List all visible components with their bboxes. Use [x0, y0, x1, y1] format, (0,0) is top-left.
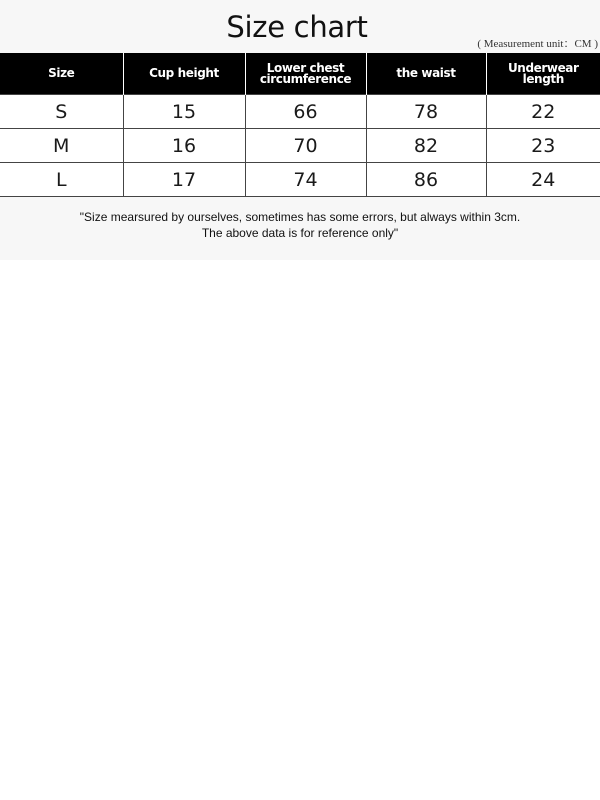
cell-cup-height: 15	[123, 95, 245, 129]
cell-cup-height: 16	[123, 129, 245, 163]
cell-waist: 86	[366, 163, 486, 197]
size-chart-panel	[0, 0, 600, 260]
cell-waist: 78	[366, 95, 486, 129]
size-table	[0, 53, 600, 197]
cell-lower-chest: 66	[245, 95, 366, 129]
cell-lower-chest: 74	[245, 163, 366, 197]
measurement-unit-note: ( Measurement unit：CM )	[477, 38, 598, 50]
cell-size: L	[0, 163, 123, 197]
cell-size: M	[0, 129, 123, 163]
header-cup-height: Cup height	[123, 53, 245, 95]
header-waist: the waist	[366, 53, 486, 95]
cell-lower-chest: 70	[245, 129, 366, 163]
disclaimer-line-1: "Size mearsured by ourselves, sometimes has some errors, but always within 3cm.	[79, 210, 521, 224]
header-underwear-length: Underwear length	[486, 53, 600, 95]
table-row	[0, 129, 600, 163]
disclaimer-line-2: The above data is for reference only"	[201, 226, 399, 240]
page-title: Size chart	[226, 10, 368, 44]
disclaimer-note	[0, 209, 600, 241]
cell-cup-height: 17	[123, 163, 245, 197]
table-row	[0, 95, 600, 129]
header-lower-chest: Lower chest circumference	[245, 53, 366, 95]
cell-size: S	[0, 95, 123, 129]
cell-underwear-length: 23	[486, 129, 600, 163]
cell-waist: 82	[366, 129, 486, 163]
table-row	[0, 163, 600, 197]
header-size: Size	[0, 53, 123, 95]
table-header-row	[0, 53, 600, 95]
cell-underwear-length: 22	[486, 95, 600, 129]
cell-underwear-length: 24	[486, 163, 600, 197]
